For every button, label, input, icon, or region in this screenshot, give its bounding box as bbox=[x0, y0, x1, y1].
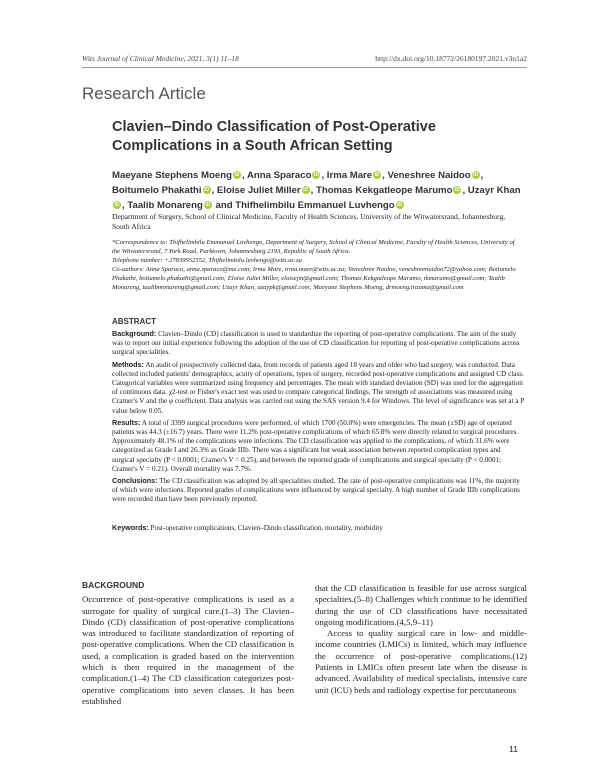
doi-link[interactable]: http://dx.doi.org/10.18772/26180197.2021.v3n1a2 bbox=[375, 54, 527, 63]
paragraph: that the CD classification is feasible for use across surgical specialties.(5–8) Challenges which continue to be identified during the use of CD classifications have necessitated ongoing modifications.(4,5,9–11) bbox=[315, 583, 527, 627]
author-name: Veneshree Naidoo bbox=[387, 170, 471, 181]
correspondence-block bbox=[112, 238, 522, 292]
background-text: Clavien–Dindo (CD) classification is used to standardize the reporting of post-operative complications. The aim of the study was to report our initial experience following the adoption of the use of CD classification for reporting of post-operative complications across surgical specialities. bbox=[112, 330, 520, 357]
abstract-heading: ABSTRACT bbox=[112, 317, 156, 326]
orcid-icon[interactable]: iD bbox=[204, 187, 210, 194]
author-and: and bbox=[215, 200, 233, 211]
body-left-column bbox=[82, 580, 294, 707]
section-heading: BACKGROUND bbox=[82, 580, 145, 590]
conclusions-label: Conclusions: bbox=[112, 476, 158, 486]
conclusions-text: The CD classification was adopted by all specialities studied. The rate of post-operative complications was 11%, the majority of which were infections. Reported grades of complications were influenced by surgical specialty. A high number of Grade IIIb complications were recorded than have been previously reported. bbox=[112, 477, 520, 504]
abstract-conclusions bbox=[112, 476, 524, 505]
methods-text: An audit of prospectively collected data, from records of patients aged 18 years and older who had surgery, was conducted. Data collected included patients' demographics, acuity of operations, types of surgery, recorded post-operative complications and assigned CD class. Categorical variables were summarized using frequency and percentages. The mean with standard deviation (SD) was used for the aggregation of continuous data. χ2-test or Fisher's exact test was used to compare categorical findings. The strength of associations was measured using Cramer's V and the φ coefficient. Data analysis was carried out using the SAS version 9.4 for Windows. The level of significance was set at a P value below 0.05. bbox=[112, 360, 525, 415]
author-name: Uzayr Khan bbox=[467, 185, 521, 196]
methods-label: Methods: bbox=[112, 359, 144, 369]
author-name: Thifhelimbilu Emmanuel Luvhengo bbox=[235, 200, 395, 211]
author-name: Thomas Kekgatleope Marumo bbox=[315, 185, 453, 196]
author-name: Maeyane Stephens Moeng bbox=[112, 170, 232, 181]
keywords bbox=[112, 523, 524, 533]
orcid-icon[interactable]: iD bbox=[234, 172, 240, 179]
orcid-icon[interactable]: iD bbox=[473, 172, 479, 179]
abstract-methods bbox=[112, 360, 524, 416]
author-name: Boitumelo Phakathi bbox=[112, 185, 202, 196]
orcid-icon[interactable]: iD bbox=[313, 172, 319, 179]
correspondence: *Correspondence to: Thifhelimbilu Emmanuel Luvhengo, Department of Surgery, School of Clinical Medicine, Faculty of Health Sciences, University of the Witwatersrand, 7 York Road, Parktown, Johannesburg 2193, Republic of South Africa. bbox=[112, 239, 515, 255]
article-title: Clavien–Dindo Classification of Post-Operative Complications in a South African Setting bbox=[112, 119, 436, 154]
orcid-icon[interactable]: iD bbox=[397, 202, 403, 209]
header-rule bbox=[82, 67, 527, 68]
background-label: Background: bbox=[112, 329, 157, 338]
orcid-icon[interactable]: iD bbox=[114, 202, 120, 209]
paragraph: Access to quality surgical care in low- and middle-income countries (LMICs) is limited, which may influence the occurrence of post-operative complications.(12) Patients in LMICs often present late when the disease is advanced. Availability of medical specialists, intensive care unit (ICU) beds and radiology expertise for percutaneous bbox=[315, 628, 527, 695]
author-list: Maeyane Stephens Moeng iD , Anna Sparaco iD , Irma Mare iD , Veneshree Naidoo iD , Boitumelo Phakathi iD , Eloise Juliet Miller iD , Thomas Kekgatleope Marumo iD , Uzayr KhaniD , Taalib Monareng iD and Thifhelimbilu Emmanuel Luvhengo iD bbox=[112, 170, 521, 211]
results-label: Results: bbox=[112, 417, 141, 427]
abstract-background bbox=[112, 329, 524, 358]
author-name: Eloise Juliet Miller bbox=[216, 185, 301, 196]
body-right-column bbox=[315, 583, 527, 696]
paragraph: Occurrence of post-operative complications is used as a surrogate for quality of surgical care.(1–3) The Clavien–Dindo (CD) classification of post-operative complications was introduced to facilitate standardization of reporting of post-operative complications. When the CD classification is used, a complication is graded based on the intervention which is then required in the management of the complication.(1–4) The CD classification categorizes post-operative complications into seven classes. It has been established bbox=[82, 594, 294, 706]
telephone: Telephone number: +27839952552, Thifhelimbilu.luvhengo@wits.ac.za bbox=[112, 257, 302, 264]
keywords-label: Keywords: bbox=[112, 523, 149, 532]
author-name: Irma Mare bbox=[326, 170, 373, 181]
coauthor-emails: Co-authors: Anna Sparaco, anna.sparaco@me.com; Irma Mare, irma.mare@wits.ac.za; Veneshree Naidoo, veneshreenaidoo72@yahoo.com; Boitumelo Phakathi, boitumelo.phakathi@gmail.com; Eloise Juliet Miller, eloisejm@gmail.com; Thomas Kekgatleope Marumo, tkmarumo@gmail.com; Taalib Monareng, taalibmonareng@gmail.com; Uzayr Khan, uzaypk@gmail.com; Maeyane Stephens Moeng, drmoeng.trauma@gmail.com bbox=[112, 266, 516, 291]
orcid-icon[interactable]: iD bbox=[303, 187, 309, 194]
results-text: A total of 3399 surgical procedures were performed, of which 1700 (50.0%) were emergencies. The mean (±SD) age of operated patients was 44.3 (±16.7) years. There were 11.2% post-operative complications of which 65.8% were directly related to surgical procedures. Approximately 48.1% of the complications were infections. The CD classification was applied to the complications, of which 31.6% were categorized as Grade I and 26.3% as Grade IIIb. There was a significant but weak association between reported complication types and surgical specialty (P < 0.0001; Cramer's V = 0.25), and between the reported grade of complications and surgical specialty (P < 0.0001; Cramer's V = 0.21). Overall mortality was 7.7%. bbox=[112, 418, 519, 473]
orcid-icon[interactable]: iD bbox=[205, 202, 211, 209]
abstract-body bbox=[112, 329, 524, 507]
keywords-text: Post-operative complications, Clavien–Dindo classification, mortality, morbidity bbox=[150, 524, 383, 532]
orcid-icon[interactable]: iD bbox=[374, 172, 380, 179]
journal-citation: Wits Journal of Clinical Medicine, 2021, 3(1) 11–18 bbox=[82, 54, 239, 63]
affiliation: Department of Surgery, School of Clinical Medicine, Faculty of Health Sciences, University of the Witwatersrand, Johannesburg, South Africa bbox=[112, 212, 506, 231]
article-type: Research Article bbox=[82, 84, 206, 103]
page-number: 11 bbox=[509, 744, 518, 754]
abstract-results bbox=[112, 418, 524, 474]
author-name: Taalib Monareng bbox=[127, 200, 203, 211]
author-name: Anna Sparaco bbox=[246, 170, 312, 181]
orcid-icon[interactable]: iD bbox=[454, 187, 460, 194]
